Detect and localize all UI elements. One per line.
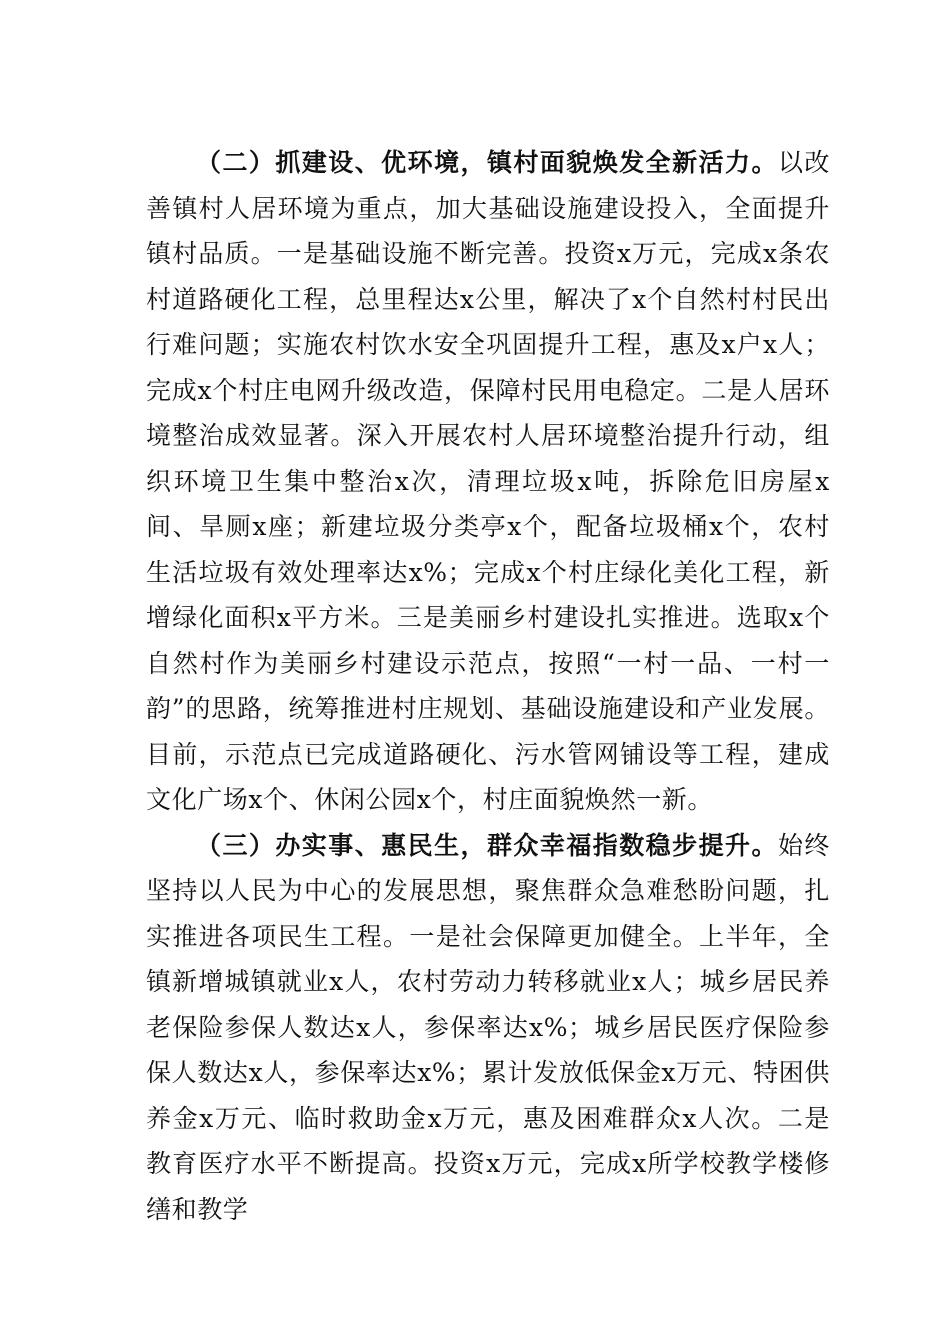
document-body — [146, 140, 830, 1232]
section-body-three: 始终坚持以人民为中心的发展思想，聚焦群众急难愁盼问题，扎实推进各项民生工程。一是社会保障更加健全。上半年，全镇新增城镇就业x人，农村劳动力转移就业x人；城乡居民养老保险参保人数达x人，参保率达x%；城乡居民医疗保险参保人数达x人，参保率达x%；累计发放低保金x万元、特困供养金x万元、临时救助金x万元，惠及困难群众x人次。二是教育医疗水平不断提高。投资x万元，完成x所学校教学楼修缮和教学 — [146, 830, 831, 1224]
section-heading-three: （三）办实事、惠民生，群众幸福指数稳步提升。 — [196, 830, 778, 860]
paragraph-section-three — [146, 823, 830, 1233]
paragraph-section-two — [146, 140, 830, 823]
section-heading-two: （二）抓建设、优环境，镇村面貌焕发全新活力。 — [196, 148, 778, 177]
section-body-two: 以改善镇村人居环境为重点，加大基础设施建设投入，全面提升镇村品质。一是基础设施不断完善。投资x万元，完成x条农村道路硬化工程，总里程达x公里，解决了x个自然村村民出行难问题；实施农村饮水安全巩固提升工程，惠及x户x人；完成x个村庄电网升级改造，保障村民用电稳定。二是人居环境整治成效显著。深入开展农村人居环境整治提升行动，组织环境卫生集中整治x次，清理垃圾x吨，拆除危旧房屋x间、旱厕x座；新建垃圾分类亭x个，配备垃圾桶x个，农村生活垃圾有效处理率达x%；完成x个村庄绿化美化工程，新增绿化面积x平方米。三是美丽乡村建设扎实推进。选取x个自然村作为美丽乡村建设示范点，按照“一村一品、一村一韵”的思路，统筹推进村庄规划、基础设施建设和产业发展。目前，示范点已完成道路硬化、污水管网铺设等工程，建成文化广场x个、休闲公园x个，村庄面貌焕然一新。 — [146, 148, 831, 814]
